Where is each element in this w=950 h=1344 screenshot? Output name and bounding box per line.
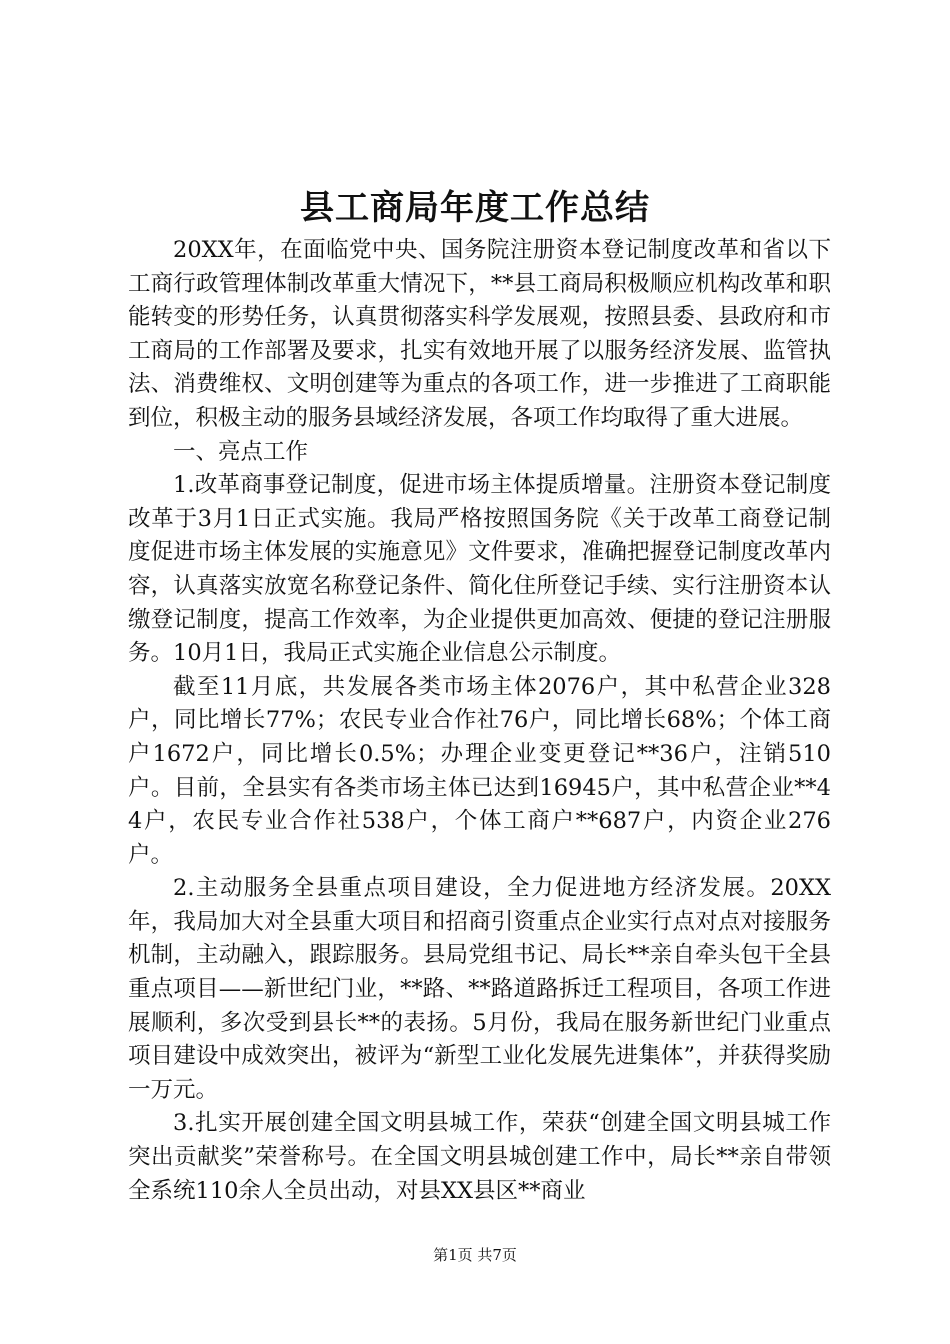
section-heading-highlights: 一、亮点工作 xyxy=(173,438,309,465)
paragraph-item-2: 2.主动服务全县重点项目建设，全力促进地方经济发展。20XX年，我局加大对全县重大项目和招商引资重点企业实行点对点对接服务机制，主动融入，跟踪服务。县局党组书记、局长**亲自牵头包干全县重点项目——新世纪门业，**路、**路道路拆迁工程项目，各项工作进展顺利，多次受到县长**的表扬。5月份，我局在服务新世纪门业重点项目建设中成效突出，被评为“新型工业化发展先进集体”，并获得奖励一万元。 xyxy=(128,875,831,1103)
document-title: 县工商局年度工作总结 xyxy=(300,188,650,228)
paragraph-item-1: 1.改革商事登记制度，促进市场主体提质增量。注册资本登记制度改革于3月1日正式实施。我局严格按照国务院《关于改革工商登记制度促进市场主体发展的实施意见》文件要求，准确把握登记制度改革内容，认真落实放宽名称登记条件、简化住所登记手续、实行注册资本认缴登记制度，提高工作效率，为企业提供更加高效、便捷的登记注册服务。10月1日，我局正式实施企业信息公示制度。 xyxy=(128,472,831,667)
paragraph-item-3: 3.扎实开展创建全国文明县城工作，荣获“创建全国文明县城工作突出贡献奖”荣誉称号。在全国文明县城创建工作中，局长**亲自带领全系统110余人全员出动，对县XX县区**商业 xyxy=(128,1110,831,1204)
paragraph-statistics: 截至11月底，共发展各类市场主体2076户，其中私营企业328户，同比增长77%；农民专业合作社76户，同比增长68%；个体工商户1672户，同比增长0.5%；办理企业变更登记**36户，注销510户。目前，全县实有各类市场主体已达到16945户，其中私营企业**44户，农民专业合作社538户，个体工商户**687户，内资企业276户。 xyxy=(128,673,831,868)
page-footer: 第1页 共7页 xyxy=(433,1246,517,1264)
document-body xyxy=(128,234,831,1208)
paragraph-intro: 20XX年，在面临党中央、国务院注册资本登记制度改革和省以下工商行政管理体制改革重大情况下，**县工商局积极顺应机构改革和职能转变的形势任务，认真贯彻落实科学发展观，按照县委、县政府和市工商局的工作部署及要求，扎实有效地开展了以服务经济发展、监管执法、消费维权、文明创建等为重点的各项工作，进一步推进了工商职能到位，积极主动的服务县域经济发展，各项工作均取得了重大进展。 xyxy=(128,237,831,431)
